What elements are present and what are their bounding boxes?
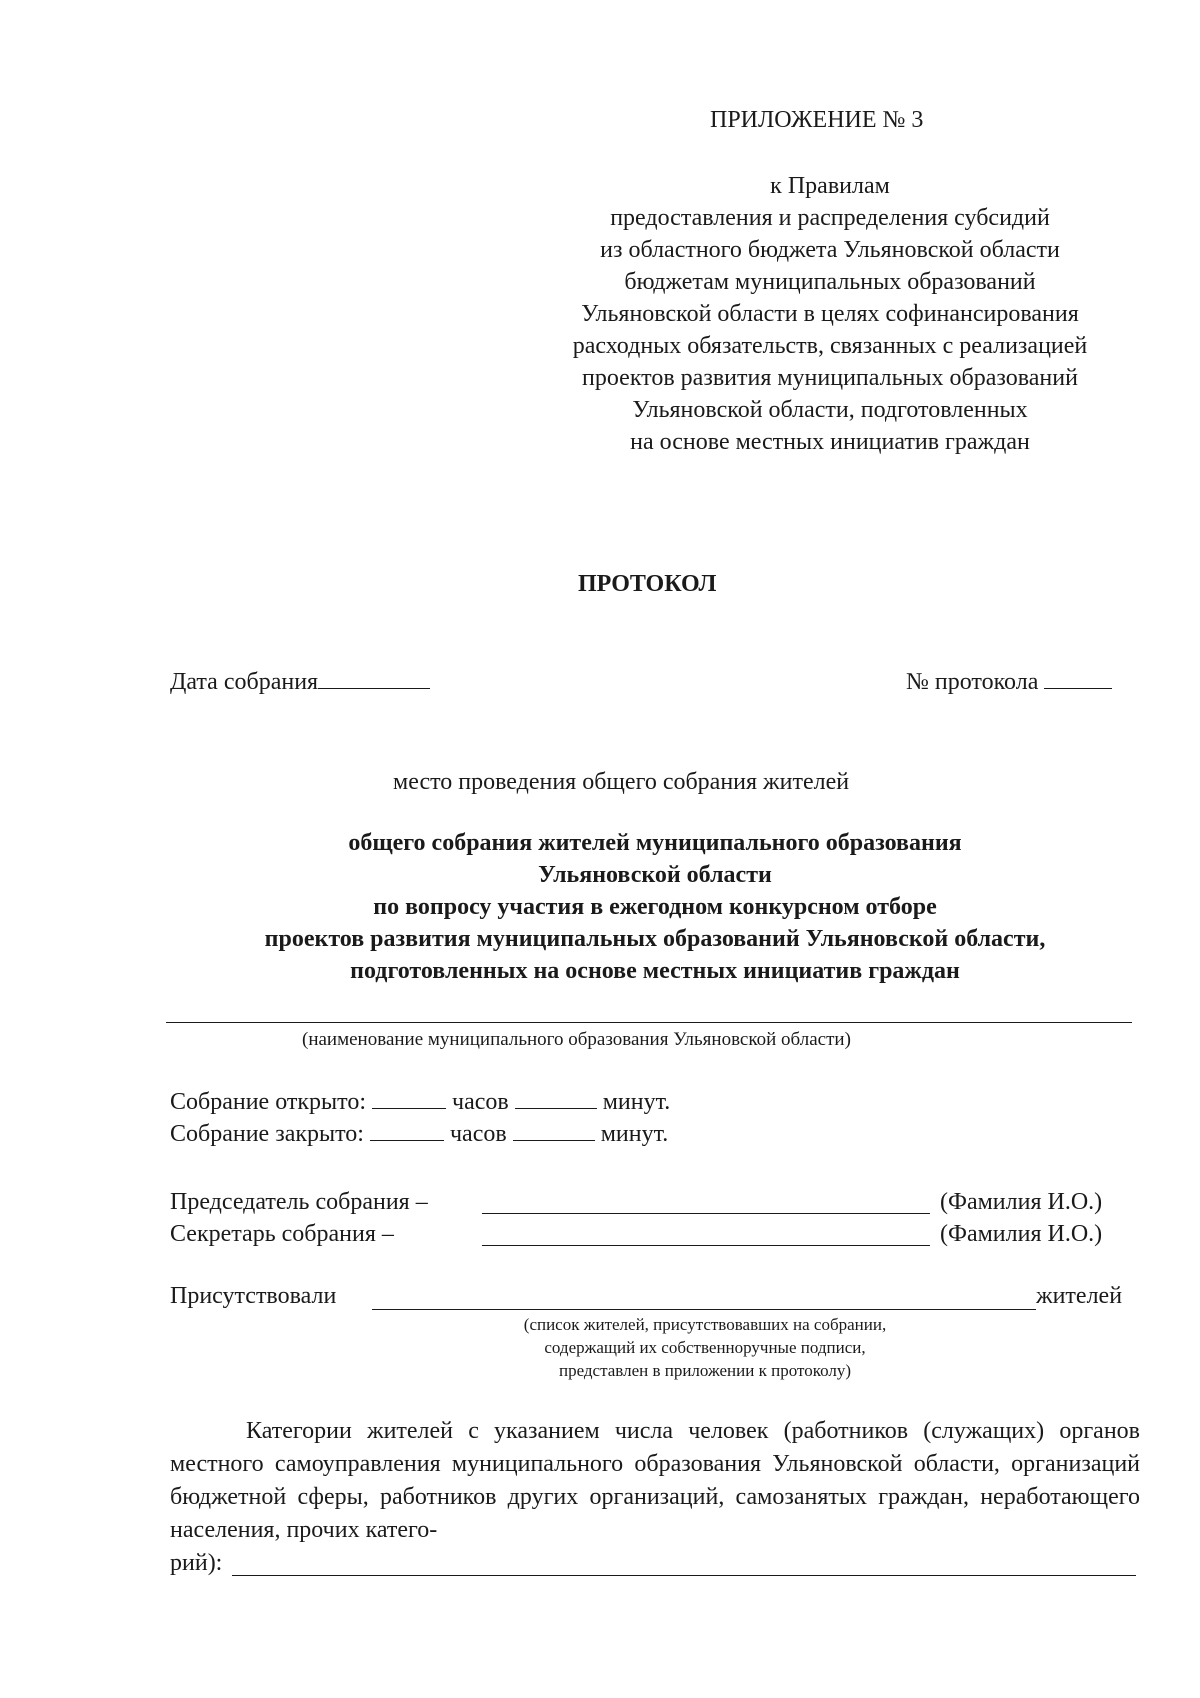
opened-row <box>170 1086 670 1118</box>
opened-minutes-field[interactable] <box>515 1086 597 1109</box>
rules-line: Ульяновской области, подготовленных <box>632 397 1028 423</box>
chair-name-field[interactable] <box>482 1186 930 1214</box>
municipality-field[interactable] <box>166 1018 1132 1023</box>
heading-line: подготовленных на основе местных инициатив граждан <box>350 958 960 984</box>
present-label: Присутствовали <box>170 1283 337 1309</box>
meeting-date-label: Дата собрания <box>170 669 319 695</box>
venue-label: место проведения общего собрания жителей <box>393 769 850 795</box>
hours-label: часов <box>452 1089 509 1115</box>
present-note-line: (список жителей, присутствовавших на собрании, <box>523 1315 887 1334</box>
minutes-label: минут. <box>600 1121 669 1147</box>
rules-line: на основе местных инициатив граждан <box>630 429 1030 455</box>
rules-line: к Правилам <box>770 173 890 199</box>
protocol-number-field[interactable] <box>1044 666 1112 689</box>
rules-line: Ульяновской области в целях софинансирования <box>581 301 1079 327</box>
secretary-fio-label: (Фамилия И.О.) <box>940 1221 1103 1247</box>
opened-hours-field[interactable] <box>372 1086 446 1109</box>
meeting-date-row <box>170 666 430 698</box>
present-count-field[interactable] <box>372 1280 1036 1310</box>
heading-line: общего собрания жителей муниципального образования <box>348 830 962 856</box>
protocol-number-row <box>906 666 1112 698</box>
rules-reference-block <box>530 170 1130 458</box>
secretary-label: Секретарь собрания – <box>170 1221 394 1247</box>
opened-label: Собрание открыто: <box>170 1089 367 1115</box>
document-title: ПРОТОКОЛ <box>578 571 717 597</box>
closed-row <box>170 1118 668 1150</box>
present-note-line: представлен в приложении к протоколу) <box>558 1361 852 1380</box>
hours-label: часов <box>449 1121 507 1147</box>
chair-fio-label: (Фамилия И.О.) <box>940 1189 1103 1215</box>
categories-field[interactable] <box>232 1548 1136 1576</box>
rules-line: предоставления и распределения субсидий <box>610 205 1050 231</box>
closed-hours-field[interactable] <box>370 1118 444 1141</box>
secretary-name-field[interactable] <box>482 1218 930 1246</box>
present-note <box>480 1313 930 1382</box>
rules-line: бюджетам муниципальных образований <box>624 269 1036 295</box>
heading-line: проектов развития муниципальных образований Ульяновской области, <box>264 926 1046 952</box>
rules-line: проектов развития муниципальных образований <box>582 365 1078 391</box>
closed-label: Собрание закрыто: <box>170 1121 364 1147</box>
present-note-line: содержащий их собственноручные подписи, <box>544 1338 866 1357</box>
municipality-caption: (наименование муниципального образования Ульяновской области) <box>302 1029 851 1050</box>
categories-paragraph <box>170 1415 1140 1547</box>
rules-line: расходных обязательств, связанных с реализацией <box>572 333 1088 359</box>
meeting-date-field[interactable] <box>318 666 430 689</box>
categories-end-label: рий): <box>170 1550 223 1576</box>
categories-end-row <box>170 1547 222 1579</box>
heading-line: Ульяновской области <box>538 862 772 888</box>
categories-text: Категории жителей с указанием числа человек (работников (служащих) органов местного самоуправления муниципального образования Ульяновской области, организаций бюджетной сферы, работников других организаций, самозанятых граждан, неработающего населения, прочих катего- <box>170 1418 1140 1543</box>
minutes-label: минут. <box>602 1089 671 1115</box>
meeting-heading <box>170 827 1140 987</box>
appendix-number: ПРИЛОЖЕНИЕ № 3 <box>710 107 924 133</box>
closed-minutes-field[interactable] <box>513 1118 595 1141</box>
protocol-number-label: № протокола <box>906 669 1039 695</box>
chair-label: Председатель собрания – <box>170 1189 428 1215</box>
rules-line: из областного бюджета Ульяновской области <box>600 237 1060 263</box>
heading-line: по вопросу участия в ежегодном конкурсном отборе <box>373 894 937 920</box>
residents-label: жителей <box>1036 1283 1123 1309</box>
